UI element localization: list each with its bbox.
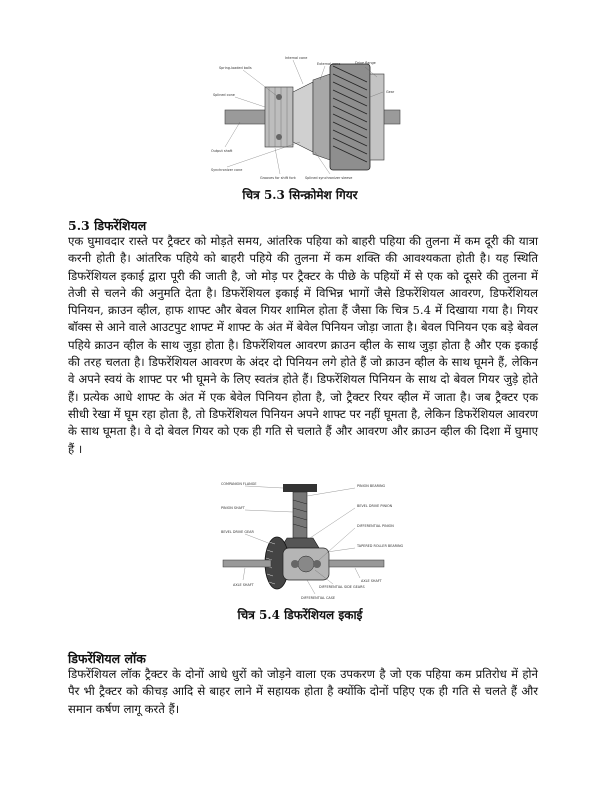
differential-unit-illustration (215, 478, 404, 603)
fig2-label: AXLE SHAFT (361, 579, 382, 583)
fig1-label: Drive flange (355, 61, 376, 65)
fig2-label: BEVEL DRIVE PINION (357, 504, 393, 508)
fig1-label: Grooves for shift fork (260, 176, 296, 180)
fig1-label: Spring-loaded balls (219, 66, 252, 70)
fig1-label: Output shaft (211, 149, 233, 153)
section-paragraph: एक घुमावदार रास्ते पर ट्रैक्टर को मोड़ते समय, आंतरिक पहिया को बाहरी पहिया की तुलना में कम दूरी की यात्रा करनी होती है। आंतरिक पहिये को बाहरी पहिये की तुलना में कम शक्ति की आवश्यकता होती है। यह स्थिति डिफरेंशियल इकाई द्वारा पूरी की जाती है, जो मोड़ पर ट्रैक्टर के पीछे के पहियों में से एक को दूसरे की तुलना में तेजी से चलने की अनुमति देता है। डिफरेंशियल इकाई में विभिन्न भागों जैसे डिफरेंशियल आवरण, डिफरेंशियल पिनियन, क्राउन व्हील, हाफ शाफ्ट और बेवल गियर शामिल होता हैं जैसा कि चित्र 5.4 में दिखाया गया है। गियर बॉक्स से आने वाले आउटपुट शाफ्ट में शाफ्ट के अंत में बेवेल पिनियन जोड़ा जाता है। बेवल पिनियन एक बड़े बेवल पहिये क्राउन व्हील के साथ जुड़ा होता है। डिफरेंशियल आवरण क्राउन व्हील के साथ जुड़ा होता है और एक इकाई की तरह चलता है। डिफरेंशियल आवरण के अंदर दो पिनियन लगे होते हैं जो क्राउन व्हील के साथ घूमने हैं, लेकिन वे अपने स्वयं के शाफ्ट पर भी घूमने के लिए स्वतंत्र होते हैं। डिफरेंशियल पिनियन के साथ दो बेवल गियर जुड़े होते हैं। प्रत्येक आधे शाफ्ट के अंत में एक बेवेल पिनियन होता है, जो ट्रैक्टर रियर व्हील में जाता है। जब ट्रैक्टर एक सीधी रेखा में घूम रहा होता है, तो डिफरेंशियल पिनियन अपने शाफ्ट पर नहीं घूमता है, लेकिन डिफरेंशियल आवरण के साथ घूमता है। वे दो बेवल गियर को एक ही गति से चलाते हैं और आवरण और क्राउन व्हील की दिशा में घुमाए हैं । (68, 234, 538, 456)
fig2-label: PINION SHAFT (221, 506, 245, 510)
fig2-label: AXLE SHAFT (233, 583, 254, 587)
section-paragraph: डिफरेंशियल लॉक ट्रैक्टर के दोनों आधे धुरों को जोड़ने वाला एक उपकरण है जो एक पहिया कम प्रतिरोध में होने पैर भी ट्रैक्टर को कीचड़ आदि से बाहर लाने में सहायक होता है क्योंकि दोनों पहिए एक ही गति से चलते हैं और समान कर्षण लागू करते हैं। (68, 667, 538, 716)
fig1-label: Splined cone (213, 93, 235, 97)
fig1-label: Internal cone (285, 56, 308, 60)
fig2-label: DIFFERENTIAL CASE (301, 596, 336, 600)
section-heading: डिफरेंशियल लॉक (68, 651, 146, 666)
section-heading: 5.3 डिफरेंशियल (68, 218, 147, 233)
figure-caption: चित्र 5.3 सिन्क्रोमेश गियर (242, 188, 358, 202)
fig2-label: DIFFERENTIAL SIDE GEARS (319, 585, 365, 589)
differential-unit-figure (215, 478, 404, 603)
fig1-label: Gear (386, 90, 395, 94)
fig2-label: DIFFERENTIAL PINION (357, 524, 394, 528)
fig2-label: BEVEL DRIVE GEAR (221, 530, 254, 534)
fig1-label: Splined synchronizer sleeve (305, 176, 353, 180)
fig2-label: TAPERED ROLLER BEARING (357, 544, 404, 548)
fig2-label: COMPANION FLANGE (221, 482, 257, 486)
fig1-label: Synchronizer cone (211, 168, 243, 172)
synchromesh-gear-illustration (205, 52, 405, 182)
synchromesh-gear-figure (205, 52, 405, 182)
fig2-label: PINION BEARING (357, 484, 386, 488)
fig1-label: External cone (317, 62, 341, 66)
figure-caption: चित्र 5.4 डिफरेंशियल इकाई (237, 608, 363, 622)
